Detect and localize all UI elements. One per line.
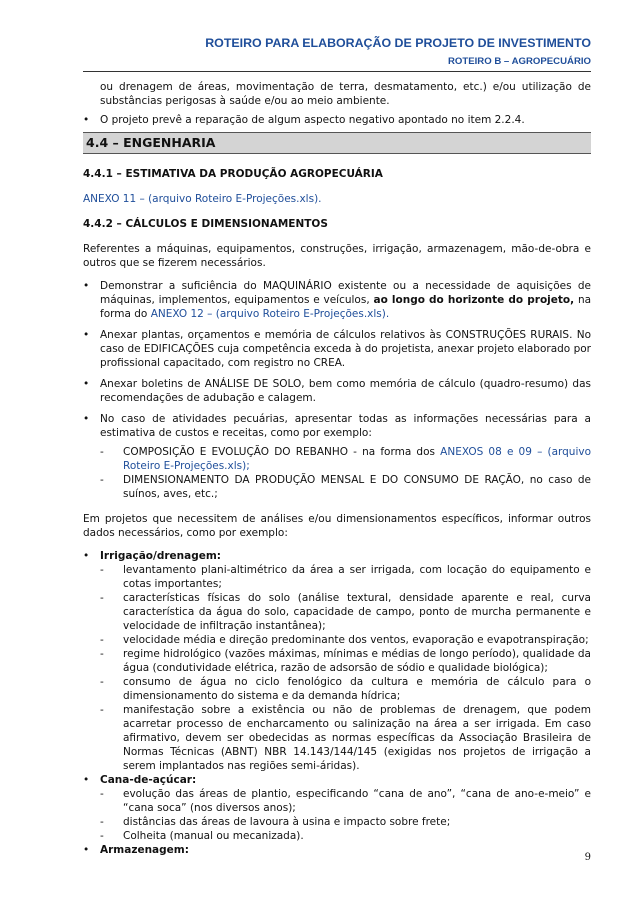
dash-icon: - bbox=[100, 676, 104, 688]
list-item bbox=[83, 279, 591, 321]
bullet-icon: • bbox=[83, 413, 90, 425]
list-item bbox=[83, 113, 591, 127]
annex-reference: ANEXO 12 – (arquivo Roteiro E-Projeções.xls). bbox=[150, 308, 390, 320]
subsection-title: 4.4.1 – ESTIMATIVA DA PRODUÇÃO AGROPECUÁRIA bbox=[83, 168, 383, 180]
dash-icon: - bbox=[100, 564, 104, 576]
sub-list-item bbox=[83, 445, 591, 473]
sub-list-item-text: COMPOSIÇÃO E EVOLUÇÃO DO REBANHO - na forma dos bbox=[123, 446, 435, 458]
emphasis-text: ao longo do horizonte do projeto, bbox=[373, 294, 575, 306]
sub-list-item-text: Colheita (manual ou mecanizada). bbox=[123, 830, 304, 842]
sub-list-item bbox=[83, 815, 591, 829]
paragraph: Em projetos que necessitem de análises e/ou dimensionamentos específicos, informar outros dados necessários, como por exemplo: bbox=[83, 513, 591, 539]
dash-icon: - bbox=[100, 634, 104, 646]
header-subtitle: ROTEIRO B – AGROPECUÁRIO bbox=[447, 56, 591, 67]
dash-icon: - bbox=[100, 592, 104, 604]
dash-icon: - bbox=[100, 704, 104, 716]
sub-list-item-text: evolução das áreas de plantio, especificando “cana de ano”, “cana de ano-e-meio” e “cana soca” (nos diversos anos); bbox=[123, 788, 591, 814]
header-title: ROTEIRO PARA ELABORAÇÃO DE PROJETO DE INVESTIMENTO bbox=[205, 36, 591, 50]
bullet-icon: • bbox=[83, 114, 90, 126]
bullet-icon: • bbox=[83, 329, 90, 341]
dash-icon: - bbox=[100, 830, 104, 842]
continued-paragraph: ou drenagem de áreas, movimentação de terra, desmatamento, etc.) e/ou utilização de substâncias perigosas à saúde e/ou ao meio ambiente. bbox=[100, 81, 591, 107]
list-item-text: Anexar plantas, orçamentos e memória de cálculos relativos às CONSTRUÇÕES RURAIS. No caso de EDIFICAÇÕES cuja competência exceda à do projetista, anexar projeto elaborado por profissional capacitado, com registro no CREA. bbox=[100, 329, 591, 369]
list-item-text: Anexar boletins de ANÁLISE DE SOLO, bem como memória de cálculo (quadro-resumo) das recomendações de adubação e calagem. bbox=[100, 378, 591, 404]
page-content bbox=[83, 80, 591, 857]
list-item-text: No caso de atividades pecuárias, apresentar todas as informações necessárias para a estimativa de custos e receitas, como por exemplo: bbox=[100, 413, 591, 439]
dash-icon: - bbox=[100, 474, 104, 486]
list-item bbox=[83, 328, 591, 370]
sub-list-item bbox=[83, 829, 591, 843]
sub-list-item-text: regime hidrológico (vazões máximas, mínimas e médias de longo período), qualidade da água (condutividade elétrica, razão de adsorsão de sódio e qualidade biológica); bbox=[123, 648, 591, 674]
topic-label: Irrigação/drenagem: bbox=[100, 550, 221, 562]
list-item-text: Demonstrar a suficiência do MAQUINÁRIO existente ou a necessidade de aquisições de máquinas, implementos, equipamentos e veículos, bbox=[100, 280, 591, 306]
subsection-title: 4.4.2 – CÁLCULOS E DIMENSIONAMENTOS bbox=[83, 218, 328, 230]
sub-list-item bbox=[83, 703, 591, 773]
section-heading: 4.4 – ENGENHARIA bbox=[83, 132, 591, 154]
bullet-icon: • bbox=[83, 378, 90, 390]
sub-list-item bbox=[83, 647, 591, 675]
paragraph: Referentes a máquinas, equipamentos, construções, irrigação, armazenagem, mão-de-obra e outros que se fizerem necessários. bbox=[83, 243, 591, 269]
bullet-icon: • bbox=[83, 550, 90, 562]
header-rule bbox=[83, 71, 591, 72]
bullet-icon: • bbox=[83, 774, 90, 786]
sub-list-item-text: DIMENSIONAMENTO DA PRODUÇÃO MENSAL E DO CONSUMO DE RAÇÃO, no caso de suínos, aves, etc.; bbox=[123, 474, 591, 500]
list-item bbox=[83, 412, 591, 440]
list-item-text: O projeto prevê a reparação de algum aspecto negativo apontado no item 2.2.4. bbox=[100, 114, 525, 126]
sub-list-item-text: consumo de água no ciclo fenológico da cultura e memória de cálculo para o dimensionamento do sistema e da demanda hídrica; bbox=[123, 676, 591, 702]
sub-list-item bbox=[83, 787, 591, 815]
sub-list-item-text: levantamento plani-altimétrico da área a ser irrigada, com locação do equipamento e cotas importantes; bbox=[123, 564, 591, 590]
dash-icon: - bbox=[100, 816, 104, 828]
sub-list-item bbox=[83, 473, 591, 501]
sub-list-item-text: distâncias das áreas de lavoura à usina e impacto sobre frete; bbox=[123, 816, 451, 828]
annex-reference: ANEXOS 08 e 09 – (arquivo Roteiro E-Projeções.xls); bbox=[123, 446, 592, 472]
list-item bbox=[83, 377, 591, 405]
sub-list-item bbox=[83, 563, 591, 591]
list-item-text: na forma do bbox=[100, 294, 592, 320]
page-number: 9 bbox=[584, 852, 591, 863]
annex-reference: ANEXO 11 – (arquivo Roteiro E-Projeções.xls). bbox=[83, 193, 322, 205]
list-item bbox=[83, 773, 591, 787]
dash-icon: - bbox=[100, 648, 104, 660]
bullet-icon: • bbox=[83, 844, 90, 856]
sub-list-item bbox=[83, 675, 591, 703]
list-item bbox=[83, 549, 591, 563]
sub-list-item bbox=[83, 591, 591, 633]
sub-list-item-text: velocidade média e direção predominante dos ventos, evaporação e evapotranspiração; bbox=[123, 634, 589, 646]
sub-list-item-text: manifestação sobre a existência ou não de problemas de drenagem, que podem acarretar processo de encharcamento ou salinização na área a ser irrigada. Em caso afirmativo, devem ser obedecidas as normas específicas da Associação Brasileira de Normas Técnicas (ABNT) NBR 14.143/144/145 (exigidas nos projetos de irrigação a serem implantados nas regiões semi-áridas). bbox=[123, 704, 591, 772]
topic-label: Cana-de-açúcar: bbox=[100, 774, 197, 786]
sub-list-item bbox=[83, 633, 591, 647]
dash-icon: - bbox=[100, 446, 104, 458]
dash-icon: - bbox=[100, 788, 104, 800]
topic-label: Armazenagem: bbox=[100, 844, 189, 856]
bullet-icon: • bbox=[83, 280, 90, 292]
sub-list-item-text: características físicas do solo (análise textural, densidade aparente e real, curva característica da água do solo, capacidade de campo, ponto de murcha permanente e velocidade de infiltração instantânea); bbox=[123, 592, 591, 632]
